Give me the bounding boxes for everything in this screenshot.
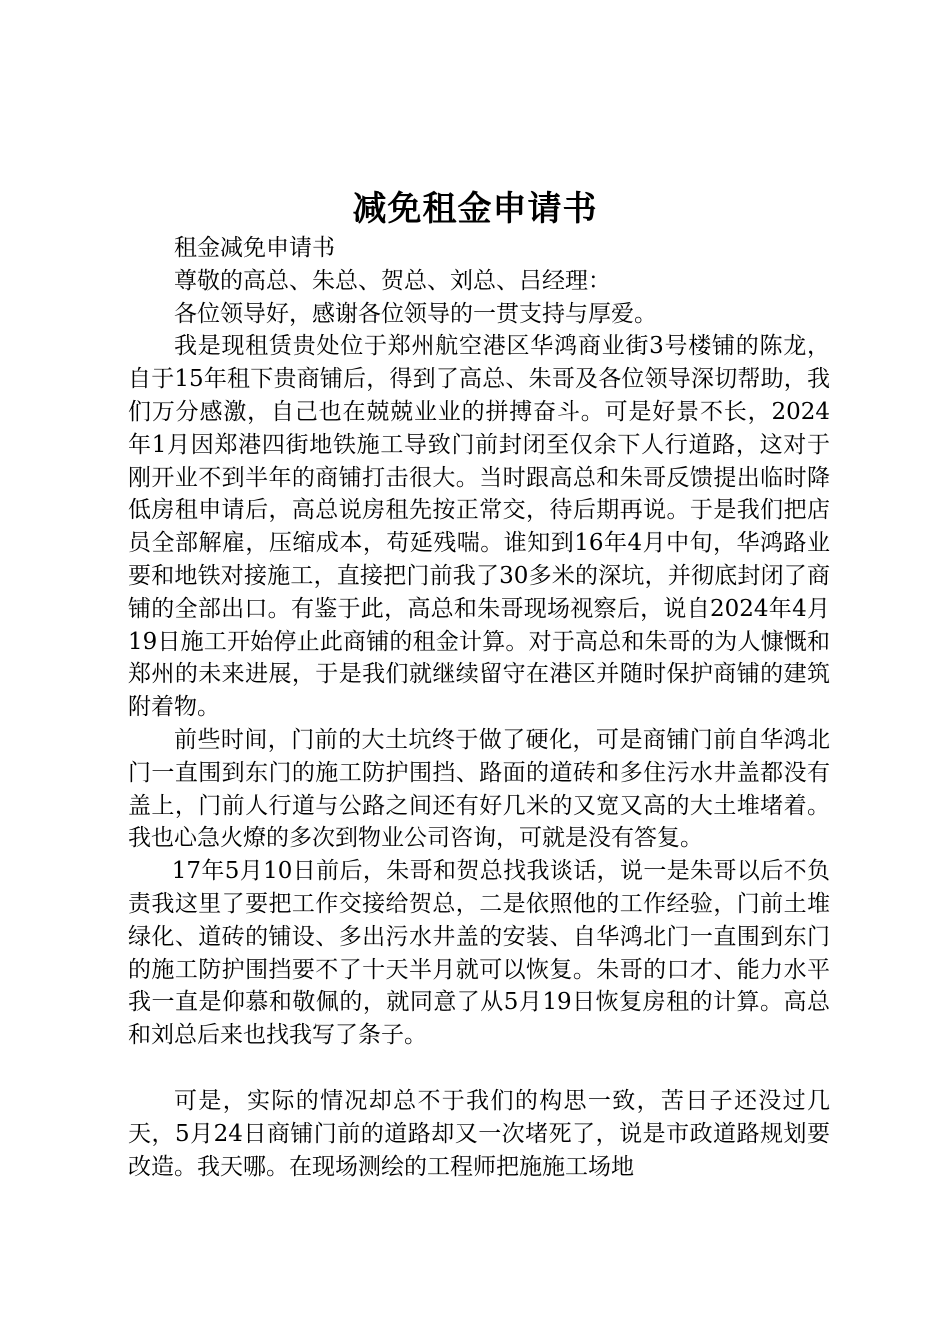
greeting-paragraph: 各位领导好，感谢各位领导的一贯支持与厚爱。: [174, 300, 657, 327]
document-body: [128, 232, 830, 1183]
body-paragraph-2: 前些时间，门前的大土坑终于做了硬化，可是商铺门前自华鸿北门一直围到东门的施工防护围挡、路面的道砖和多住污水井盖都没有盖上，门前人行道与公路之间还有好几米的又宽又高的大土堆堵着。我也心急火燎的多次到物业公司咨询，可就是没有答复。: [128, 726, 830, 852]
body-paragraph-4: 可是，实际的情况却总不于我们的构思一致，苦日子还没过几天，5月24日商铺门前的道路却又一次堵死了，说是市政道路规划要改造。我天哪。在现场测绘的工程师把施施工场地: [128, 1087, 830, 1180]
subtitle-line: 租金减免申请书: [174, 235, 335, 261]
salutation: 尊敬的高总、朱总、贺总、刘总、吕经理：: [174, 267, 611, 294]
body-paragraph-1: 我是现租赁贵处位于郑州航空港区华鸿商业街3号楼铺的陈龙，自于15年租下贵商铺后，得到了高总、朱哥及各位领导深切帮助，我们万分感激，自己也在兢兢业业的拼搏奋斗。可是好景不长，2024年1月因郑港四街地铁施工导致门前封闭至仅余下人行道路，这对于刚开业不到半年的商铺打击很大。当时跟高总和朱哥反馈提出临时降低房租申请后，高总说房租先按正常交，待后期再说。于是我们把店员全部解雇，压缩成本，苟延残喘。谁知到16年4月中旬，华鸿路业要和地铁对接施工，直接把门前我了30多米的深坑，并彻底封闭了商铺的全部出口。有鉴于此，高总和朱哥现场视察后，说自2024年4月19日施工开始停止此商铺的租金计算。对于高总和朱哥的为人慷慨和郑州的未来进展，于是我们就继续留守在港区并随时保护商铺的建筑附着物。: [128, 333, 830, 721]
body-paragraph-3: 17年5月10日前后，朱哥和贺总找我谈话，说一是朱哥以后不负责我这里了要把工作交接给贺总，二是依照他的工作经验，门前土堆绿化、道砖的铺设、多出污水井盖的安装、自华鸿北门一直围到东门的施工防护围挡要不了十天半月就可以恢复。朱哥的口才、能力水平我一直是仰慕和敬佩的，就同意了从5月19日恢复房租的计算。高总和刘总后来也找我写了条子。: [128, 858, 830, 1049]
document-title: 减免租金申请书: [352, 189, 598, 229]
